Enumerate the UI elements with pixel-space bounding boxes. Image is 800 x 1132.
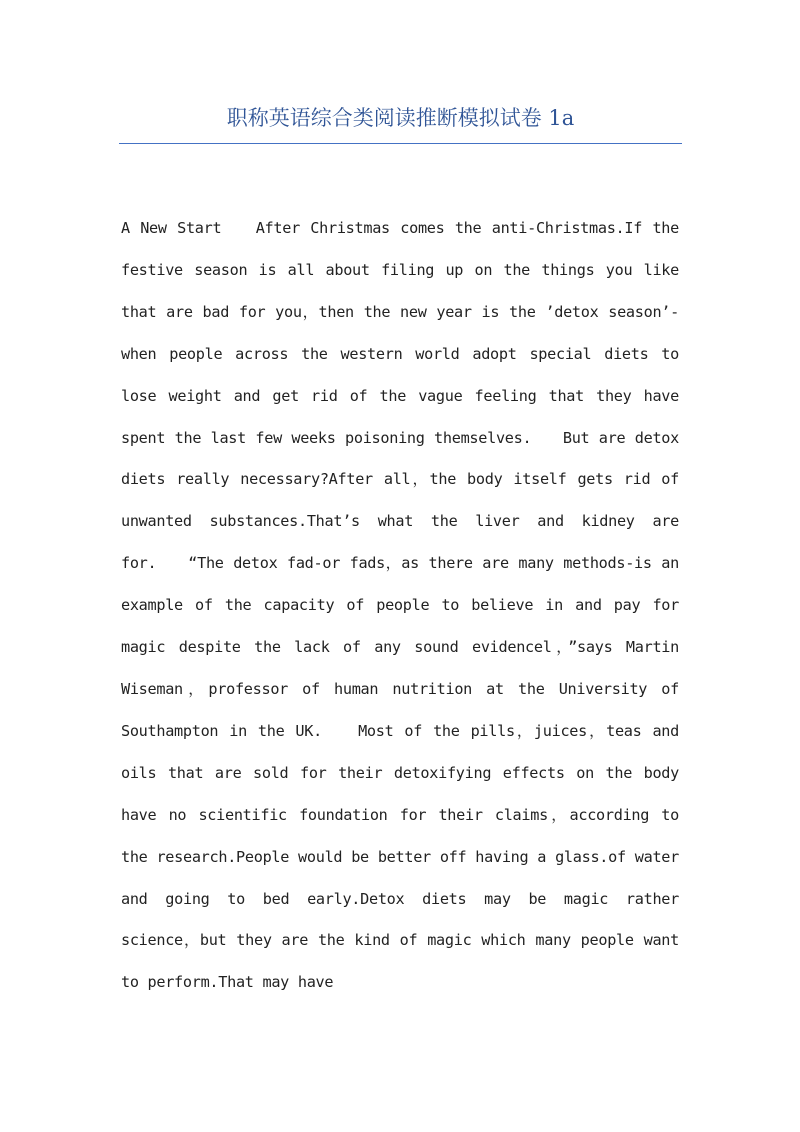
document-title: 职称英语综合类阅读推断模拟试卷 1a <box>226 106 575 130</box>
passage-text: A New Start After Christmas comes the anti-Christmas.If the festive season is all about filing up on the things you like that are bad for you，then the new year is the ’detox season’-when people across the western world adopt special diets to lose weight and get rid of the vague feeling that they have spent the last few weeks poisoning themselves. But are detox diets really necessary?After all，the body itself gets rid of unwanted substances.That’s what the liver and kidney are for. “The detox fad-or fads，as there are many methods-is an example of the capacity of people to believe in and pay for magic despite the lack of any sound evidencel，”says Martin Wiseman，professor of human nutrition at the University of Southampton in the UK. Most of the pills，juices，teas and oils that are sold for their detoxifying effects on the body have no scientific foundation for their claims，according to the research.People would be better off having a glass.of water and going to bed early.Detox diets may be magic rather science，but they are the kind of magic which many people want to perform.That may have <box>121 219 679 992</box>
title-underline <box>119 143 682 144</box>
